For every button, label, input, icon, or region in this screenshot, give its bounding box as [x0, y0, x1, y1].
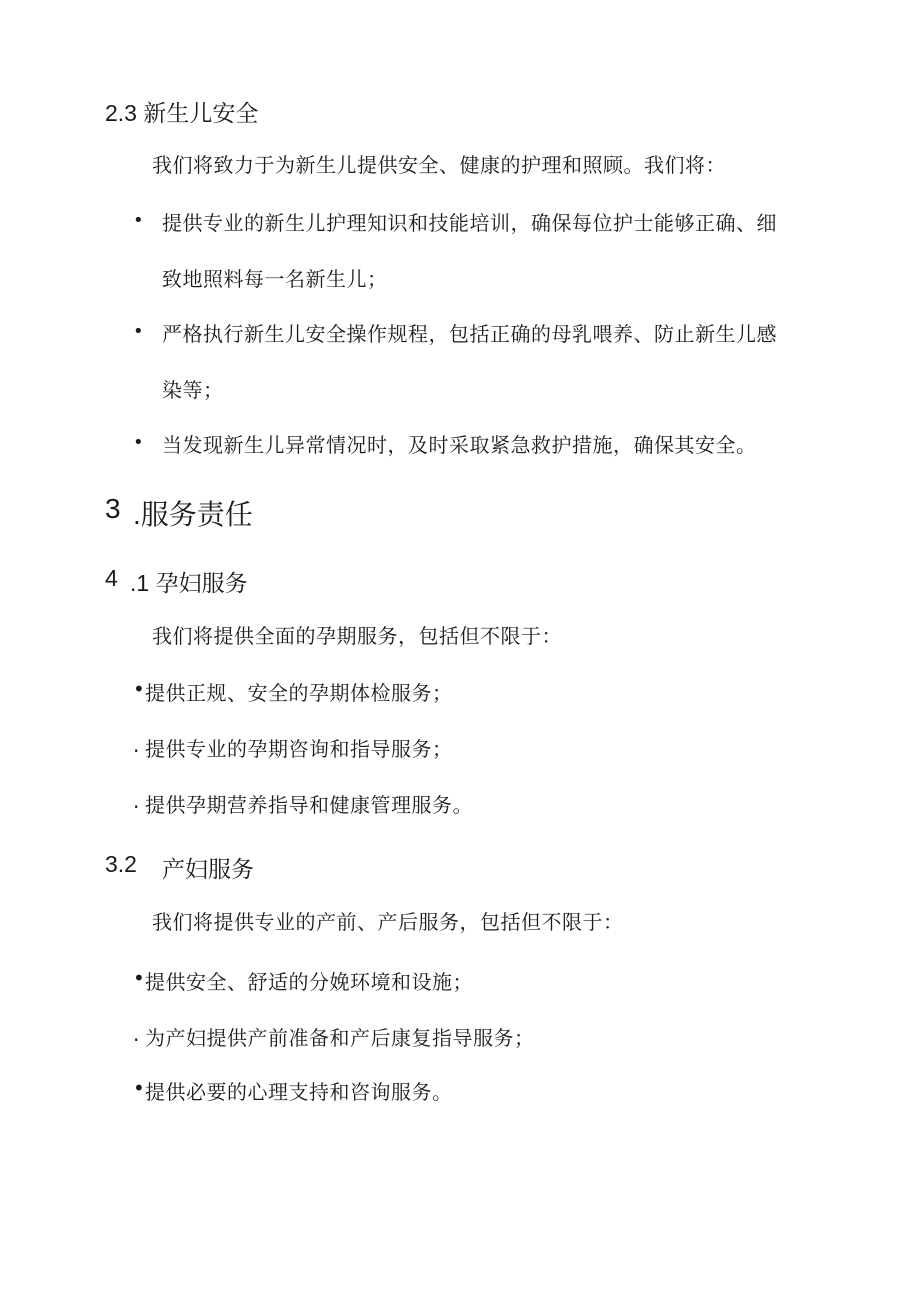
section-3-2-intro: 我们将提供专业的产前、产后服务，包括但不限于： [152, 910, 624, 934]
list-item: 为产妇提供产前准备和产后康复指导服务； [145, 1026, 535, 1050]
list-item: 提供安全、舒适的分娩环境和设施； [145, 970, 473, 994]
list-item-line: 严格执行新生儿安全操作规程，包括正确的母乳喂养、防止新生儿感 [162, 322, 777, 346]
section-3-1-intro: 我们将提供全面的孕期服务，包括但不限于： [152, 624, 562, 648]
section-3-1-heading-number: 4 [105, 565, 118, 591]
list-marker: • [133, 1076, 145, 1100]
section-3-2-heading-text: 产妇服务 [162, 856, 254, 882]
bullet-icon: • [133, 432, 144, 453]
list-item: 提供孕期营养指导和健康管理服务。 [145, 793, 473, 817]
list-marker: • [133, 677, 145, 701]
list-item: 提供专业的孕期咨询和指导服务； [145, 737, 453, 761]
list-item-line: 提供专业的新生儿护理知识和技能培训，确保每位护士能够正确、细 [162, 211, 777, 235]
bullet-icon: • [133, 321, 144, 342]
list-item-line: 致地照料每一名新生儿； [162, 267, 388, 291]
section-3-2-heading-number: 3.2 [105, 851, 137, 877]
section-2-3-heading: 2.3 新生儿安全 [105, 100, 259, 126]
list-marker: . [133, 1022, 140, 1046]
list-item-line: 染等； [162, 378, 224, 402]
section-3-heading-number: 3 [105, 493, 121, 524]
bullet-icon: • [133, 210, 144, 231]
list-item-line: 当发现新生儿异常情况时，及时采取紧急救护措施，确保其安全。 [162, 433, 757, 457]
list-item: 提供必要的心理支持和咨询服务。 [145, 1080, 453, 1104]
section-2-3-intro: 我们将致力于为新生儿提供安全、健康的护理和照顾。我们将： [152, 153, 726, 177]
list-marker: • [133, 966, 145, 990]
section-3-1-heading-text: .1 孕妇服务 [130, 570, 248, 596]
list-item: 提供正规、安全的孕期体检服务； [145, 681, 453, 705]
list-marker: . [133, 789, 140, 813]
section-3-heading-text: .服务责任 [133, 499, 253, 530]
list-marker: . [133, 733, 140, 757]
